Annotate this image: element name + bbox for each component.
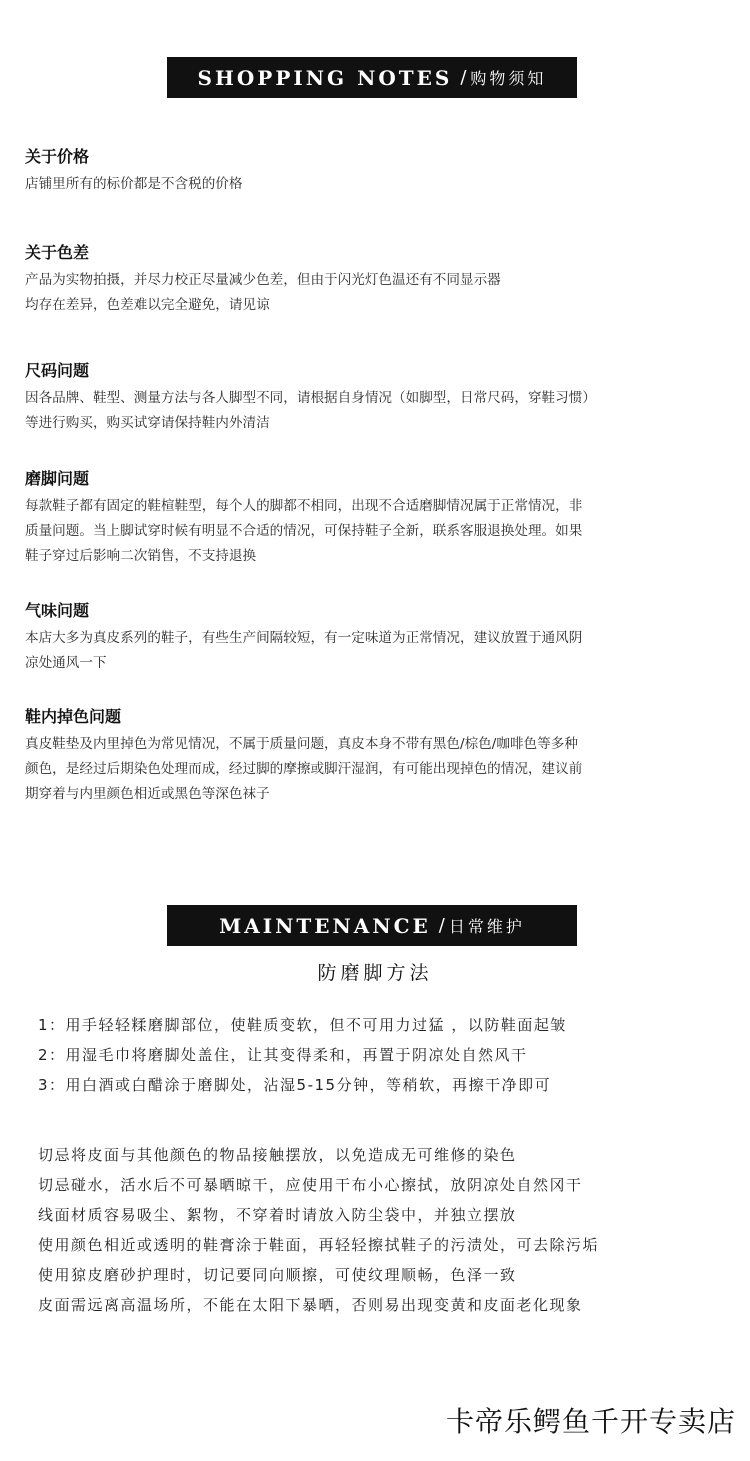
banner-title-zh: 购物须知: [470, 69, 547, 88]
method-step: 3：用白酒或白醋涂于磨脚处，沾湿5-15分钟，等稍软，再擦干净即可: [38, 1076, 552, 1094]
note-color-difference: [25, 242, 501, 318]
note-text: 店铺里所有的标价都是不含税的价格: [25, 176, 243, 192]
note-title: 磨脚问题: [25, 469, 90, 488]
banner-title-zh: 日常维护: [448, 917, 525, 936]
note-title: 关于色差: [25, 243, 90, 262]
method-step: 2：用湿毛巾将磨脚处盖住，让其变得柔和，再置于阴凉处自然风干: [38, 1046, 528, 1064]
care-tip: 使用颜色相近或透明的鞋膏涂于鞋面，再轻轻擦拭鞋子的污渍处，可去除污垢: [38, 1236, 600, 1254]
maintenance-banner: [167, 905, 577, 946]
note-title: 鞋内掉色问题: [25, 707, 122, 726]
method-title: 防磨脚方法: [317, 962, 433, 984]
note-odor: [25, 600, 582, 676]
care-tip: 切忌碰水，活水后不可暴晒晾干，应使用干布小心擦拭，放阴凉处自然冈干: [38, 1176, 583, 1194]
care-tip: 线面材质容易吸尘、絮物，不穿着时请放入防尘袋中，并独立摆放: [38, 1206, 517, 1224]
note-title: 关于价格: [25, 147, 90, 166]
banner-separator: /: [438, 915, 445, 936]
note-text: 每款鞋子都有固定的鞋楦鞋型，每个人的脚都不相同，出现不合适磨脚情况属于正常情况，非 质量问题。当上脚试穿时候有明显不合适的情况，可保持鞋子全新，联系客服退换处理。如果 鞋子穿过后影响二次销售，不支持退换: [25, 498, 583, 564]
method-steps: [38, 1010, 728, 1100]
care-tip: 使用猄皮磨砂护理时，切记要同向顺擦，可使纹理顺畅，色泽一致: [38, 1266, 517, 1284]
note-text: 产品为实物拍摄，并尽力校正尽量减少色差，但由于闪光灯色温还有不同显示器 均存在差异，色差难以完全避免，请见谅: [25, 272, 501, 313]
note-size: [25, 360, 596, 436]
note-text: 真皮鞋垫及内里掉色为常见情况，不属于质量问题，真皮本身不带有黑色/棕色/咖啡色等多种 颜色，是经过后期染色处理而成，经过脚的摩擦或脚汗湿润，有可能出现掉色的情况，建议前 期穿着与内里颜色相近或黑色等深色袜子: [25, 736, 583, 802]
care-tips: [38, 1140, 738, 1320]
note-text: 本店大多为真皮系列的鞋子，有些生产间隔较短，有一定味道为正常情况，建议放置于通风阴 凉处通风一下: [25, 630, 583, 671]
note-title: 尺码问题: [25, 361, 90, 380]
banner-title-en: MAINTENANCE: [219, 913, 431, 938]
note-price: [25, 146, 243, 197]
method-step: 1：用手轻轻糅磨脚部位，使鞋质变软，但不可用力过猛 ，以防鞋面起皱: [38, 1016, 567, 1034]
shopping-notes-banner: [167, 57, 577, 98]
care-tip: 皮面需远离高温场所，不能在太阳下暴晒，否则易出现变黄和皮面老化现象: [38, 1296, 583, 1314]
note-title: 气味问题: [25, 601, 90, 620]
store-name: 卡帝乐鳄鱼千开专卖店: [445, 1405, 736, 1438]
care-tip: 切忌将皮面与其他颜色的物品接触摆放，以免造成无可维修的染色: [38, 1146, 517, 1164]
note-text: 因各品牌、鞋型、测量方法与各人脚型不同，请根据自身情况（如脚型，日常尺码，穿鞋习惯） 等进行购买，购买试穿请保持鞋内外清洁: [25, 390, 596, 431]
note-chafing: [25, 468, 582, 569]
note-color-fading: [25, 706, 582, 807]
banner-title-en: SHOPPING NOTES: [197, 65, 453, 90]
banner-separator: /: [460, 67, 467, 88]
